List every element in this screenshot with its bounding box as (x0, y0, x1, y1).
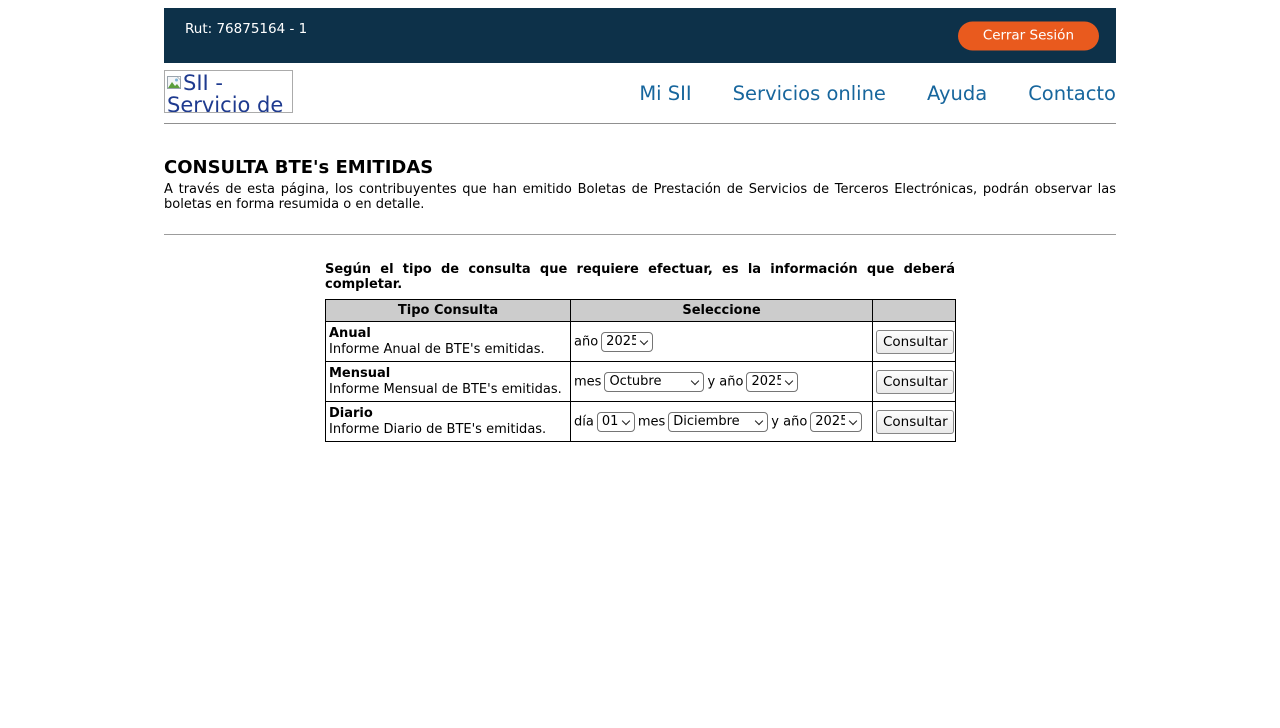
table-row-diario (326, 402, 956, 442)
table-row-anual (326, 322, 956, 362)
diario-day-select[interactable] (597, 412, 635, 432)
anual-select-cell (571, 322, 873, 362)
main-nav (639, 82, 1116, 105)
table-row-mensual (326, 362, 956, 402)
anual-tipo-cell (326, 322, 571, 362)
mensual-button-cell (873, 362, 956, 402)
header-seleccione: Seleccione (571, 300, 873, 322)
mensual-select-cell (571, 362, 873, 402)
header-empty (873, 300, 956, 322)
anual-consultar-button[interactable]: Consultar (876, 330, 954, 354)
diario-consultar-button[interactable]: Consultar (876, 410, 954, 434)
anual-button-cell (873, 322, 956, 362)
nav-link-mi-sii[interactable]: Mi SII (639, 82, 692, 105)
diario-month-label: mes (637, 414, 666, 429)
anual-row-description: Informe Anual de BTE's emitidas. (329, 342, 545, 357)
page-title: CONSULTA BTE's EMITIDAS (164, 157, 434, 178)
mensual-year-label: y año (707, 374, 744, 389)
diario-day-label: día (574, 414, 594, 429)
diario-tipo-cell (326, 402, 571, 442)
nav-link-servicios-online[interactable]: Servicios online (732, 82, 886, 105)
anual-year-select[interactable] (601, 332, 653, 352)
session-topbar (164, 8, 1116, 63)
intro-text: A través de esta página, los contribuyentes que han emitido Boletas de Prestación de Servicios de Terceros Electrónicas, podrán observar las boletas en forma resumida o en detalle. (164, 182, 1116, 212)
sii-logo-link[interactable] (164, 70, 293, 113)
diario-button-cell (873, 402, 956, 442)
consulta-section (325, 262, 955, 442)
nav-link-contacto[interactable]: Contacto (1028, 82, 1116, 105)
header-row (164, 63, 1116, 124)
diario-year-select[interactable] (810, 412, 862, 432)
logout-button[interactable]: Cerrar Sesión (958, 21, 1099, 50)
page-container (164, 8, 1116, 442)
anual-year-label: año (574, 334, 599, 349)
anual-row-name: Anual (329, 326, 371, 341)
diario-row-name: Diario (329, 406, 373, 421)
mensual-row-description: Informe Mensual de BTE's emitidas. (329, 382, 562, 397)
mensual-month-label: mes (574, 374, 602, 389)
header-tipo-consulta: Tipo Consulta (326, 300, 571, 322)
mensual-consultar-button[interactable]: Consultar (876, 370, 954, 394)
instruction-text: Según el tipo de consulta que requiere efectuar, es la información que deberá completar. (325, 262, 955, 292)
mensual-tipo-cell (326, 362, 571, 402)
diario-month-select[interactable] (668, 412, 768, 432)
table-header-row (326, 300, 956, 322)
diario-year-label: y año (771, 414, 808, 429)
diario-select-cell (571, 402, 873, 442)
broken-image-icon (167, 72, 182, 94)
section-divider (164, 234, 1116, 235)
consulta-table (325, 299, 956, 442)
nav-link-ayuda[interactable]: Ayuda (926, 82, 988, 105)
rut-text: Rut: 76875164 - 1 (185, 21, 308, 37)
mensual-year-select[interactable] (746, 372, 798, 392)
diario-row-description: Informe Diario de BTE's emitidas. (329, 422, 547, 437)
mensual-month-select[interactable] (604, 372, 704, 392)
mensual-row-name: Mensual (329, 366, 391, 381)
logo-alt-text: SII - Servicio de (167, 71, 284, 113)
